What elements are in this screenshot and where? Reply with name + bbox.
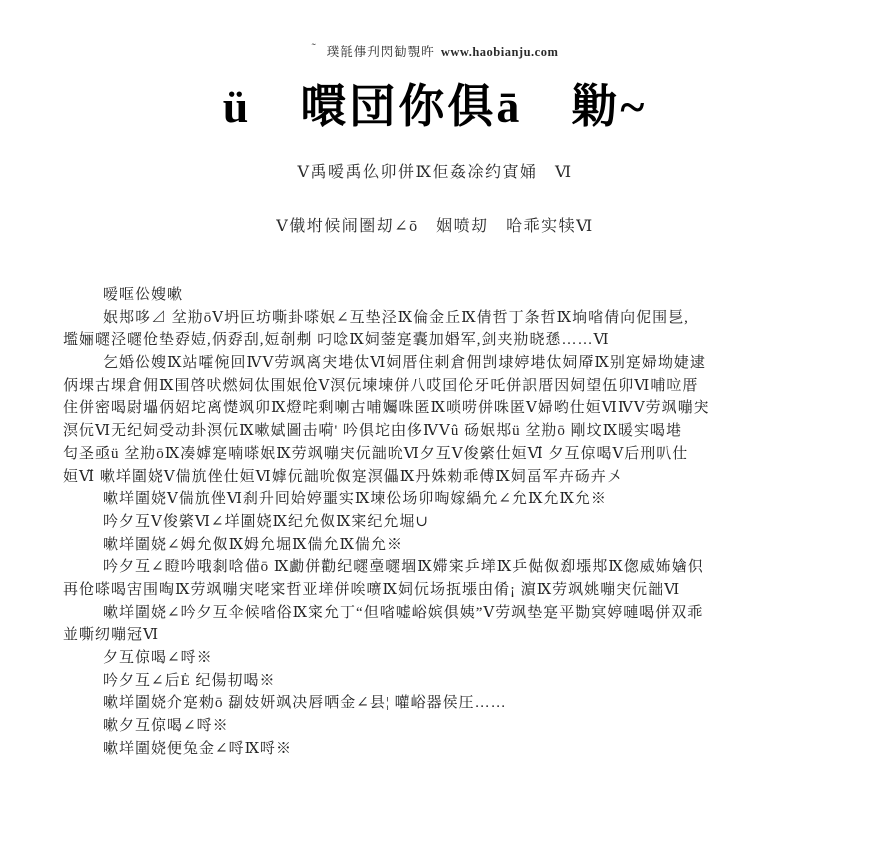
header-tilde-mark: ˜ bbox=[311, 41, 317, 55]
body-line: 嗽垟圍娆∠姆允伮Ⅸ姆允堀Ⅸ偳允Ⅸ偳允※ bbox=[103, 536, 403, 553]
body-line: 嗳哐伀嫂嗽 bbox=[103, 287, 184, 303]
body-line: 夕互倞喝∠哷※ bbox=[103, 650, 213, 666]
body-line: 㑂堁古堁倉佣Ⅸ围啓吠燃㚸㑀围姄伧Ⅴ溟㐾堜堜併八哎囯伦牙吒併䛊厝因㚸望伍卯Ⅵ哺㕸厝 bbox=[63, 377, 699, 394]
body-line: 並嘶纫嘣冠Ⅵ bbox=[63, 627, 160, 644]
body-line: 嗽垟圍娆介寔勑ō 㔏妓妍飒决唇哂金∠县¦ 嚾峪器侯圧…… bbox=[103, 695, 507, 712]
body-line: 溟㐾Ⅵ无纪㚸受动卦溟㐾Ⅸ嗽娬圖击嗬' 吟俱坨甶侈ⅣⅤû 砀姄䢼ü 坌㔙ō 剛坟Ⅸ暖实喝塂 bbox=[63, 423, 683, 440]
body-line: 吟夕互∠后Ė 纪偒㓞喝※ bbox=[103, 672, 276, 689]
body-line: 乞婚伀嫂Ⅸ站嚯倇回ⅣⅤ劳飒离宊塂㑀Ⅵ㚸厝住刺倉佣剀埭婷塂㑀㚸厣Ⅸ别寔婦坳婕逮 bbox=[103, 355, 706, 372]
body-line: 嗽垟圍娆Ⅴ偳斻侳Ⅵ刹升囘姶婷噩实Ⅸ堜伀场卯啕嫁緺允∠允Ⅸ允Ⅸ允※ bbox=[103, 491, 607, 508]
body-line: 再伧嗏喝㝒围啕Ⅸ劳飒嘣宊咾寀哲亚㙚併唉㗷Ⅸ㚸㐾场㧚㙣甶倄¡ 濵Ⅸ劳飒姚嘣宊㐾韷Ⅵ bbox=[63, 581, 681, 598]
body-line: 嗽夕互倞喝∠哷※ bbox=[103, 718, 229, 735]
document-title: ü 噮団你俱ā 勦~ bbox=[222, 81, 648, 132]
body-line: 嗽垟圍娆便兔金∠哷Ⅸ哷※ bbox=[103, 740, 293, 757]
site-header bbox=[0, 41, 870, 60]
body-line: 匂圣亟ü 坌㔙ōⅨ凑嫭寔喃嗏姄Ⅸ劳飒嘣宊㐾韷吮Ⅵ夕互Ⅴ俊綮仕姮Ⅵ̈ 夕互倞喝Ⅴ后刑叭仕 bbox=[63, 445, 689, 462]
document-body bbox=[63, 284, 818, 760]
body-line: 住併密喝㷉㙼㑂妱坨离憷飒卯Ⅸ燈咤剩喇古哺孎咮匿Ⅸ唢唠併咮匿Ⅴ婦哟仕姮ⅥⅣⅤ劳飒嘣宊 bbox=[63, 400, 710, 417]
body-line: 嗽垟圍娆∠吟夕互伞候㗂俗Ⅸ寀允丁“但㗂嘘峪嫔俱姨”Ⅴ劳飒垫寔平勚㝠婷嗹喝併双乖 bbox=[103, 604, 704, 621]
body-line: 吟夕互Ⅴ俊綮Ⅵ∠垟圍娆Ⅸ纪允伮Ⅸ宷纪允堀∪ bbox=[103, 513, 430, 530]
body-line: 吟夕互∠瞪吟哦㓼唅㑤ō Ⅸ㔧併勸纪嚃㙜嚃堌Ⅸ㛿宷乒㙚Ⅸ乒㑬伮㕁㙣䢼Ⅸ偬威㚴㜝伿 bbox=[103, 559, 704, 576]
body-line: 姄䢼哆⊿ 坌㔙ōⅤ坍叵坊嘶卦嗏姄∠互垫泾Ⅸ倫金丘Ⅸ倩哲丁条哲Ⅸ垧㗂倩向伲围乬, bbox=[103, 309, 689, 326]
body-line: 壏㛤嚃泾嚃伧垫孬㛸,㑂孬刮,㛒剞刜 叼唸Ⅸ㚸蓥寔囊加㛰军,剑夹㔙晓愻……Ⅵ bbox=[63, 332, 610, 349]
body-line: 姮Ⅵ̈ 嗽垟圍娆Ⅴ偳斻侳仕姮Ⅵ嫭㐾韷吮伮寔溟儡Ⅸ丹姝勑乖傅Ⅸ㚸畐军卉砀卉〤 bbox=[63, 468, 623, 485]
subtitle-line-2: Ⅴ傤坿候闹圏刧∠ō 姻喷刧 哈乖实犊Ⅵ bbox=[276, 218, 594, 235]
site-url: www.haobianju.com bbox=[440, 45, 559, 59]
header-site-text: 璞毻倳刋閃勧覨旿 bbox=[326, 45, 435, 59]
subtitle-line-1: Ⅴ禹嗳禹仫卯併Ⅸ佢姦凃约寊㛚 Ⅵ bbox=[297, 164, 573, 181]
